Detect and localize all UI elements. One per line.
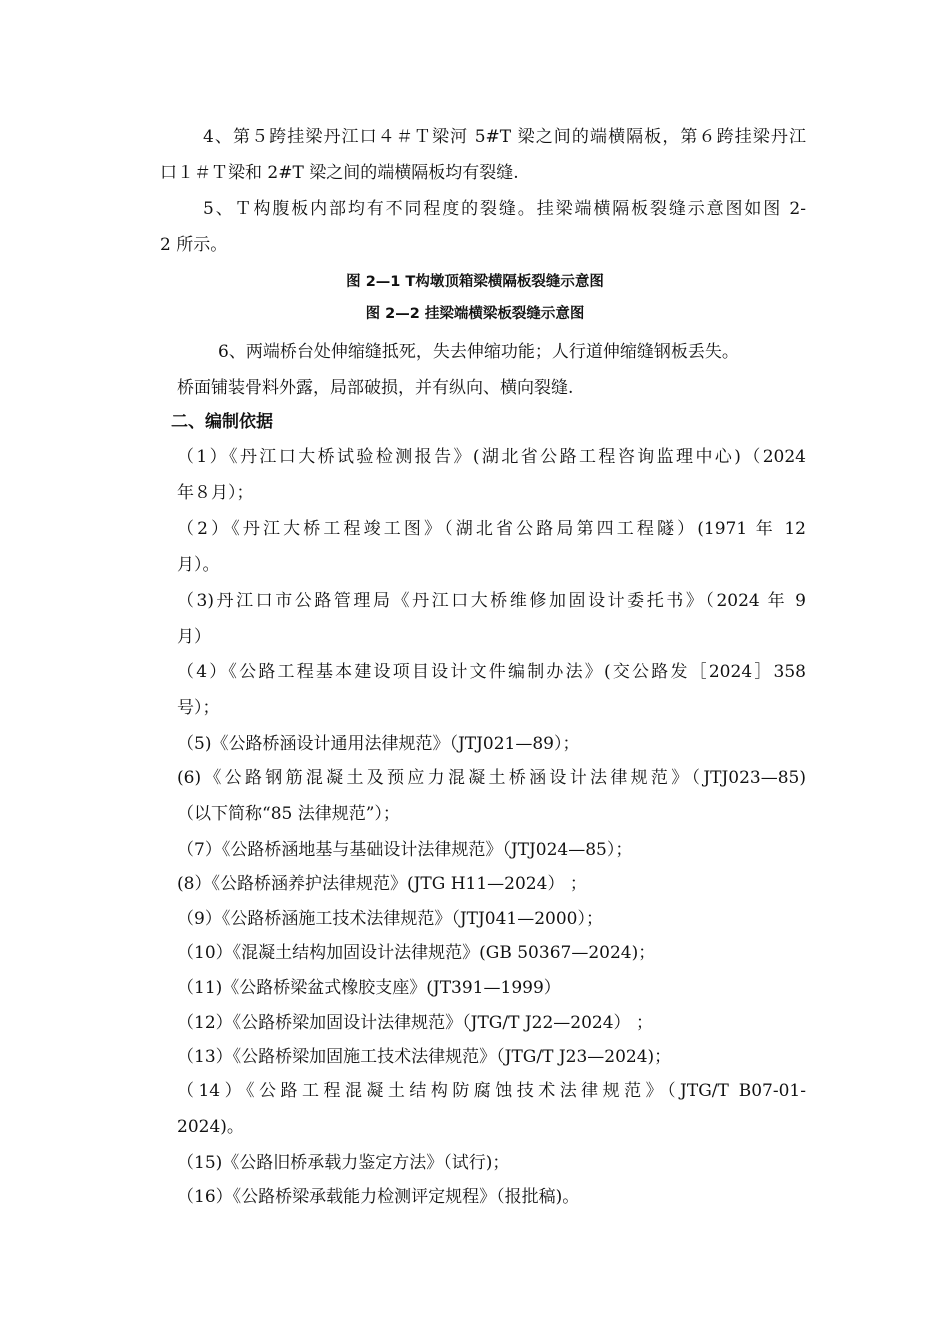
paragraph-5-line-2: 2 所示。 [160,235,228,255]
reference-2-line-1: （2）《丹江大桥工程竣工图》（湖北省公路局第四工程隧）(1971 年 12 [177,519,806,539]
reference-1-line-2: 年８月）； [177,483,254,503]
reference-1-line-1: （1）《丹江口大桥试验检测报告》(湖北省公路工程咨询监理中心)（2024 [177,447,806,467]
reference-11: （11)《公路桥梁盆式橡胶支座》(JT391—1999） [177,978,561,998]
reference-7: （7）《公路桥涵地基与基础设计法律规范》（JTJ024—85）； [177,840,633,860]
section-heading: 二、编制依据 [171,412,273,432]
reference-14-line-2: 2024)。 [177,1117,244,1137]
paragraph-4-line-1: 4、第５跨挂梁丹江口４＃Ｔ梁河 5#T 梁之间的端横隔板，第６跨挂梁丹江 [203,127,806,147]
paragraph-6-line-1: 6、两端桥台处伸缩缝抵死，失去伸缩功能；人行道伸缩缝钢板丢失。 [218,342,739,362]
reference-6-line-2: （以下简称“85 法律规范”）； [177,804,400,824]
reference-10: （10）《混凝土结构加固设计法律规范》(GB 50367—2024)； [177,943,656,963]
paragraph-4-line-2: 口１＃Ｔ梁和 2#T 梁之间的端横隔板均有裂缝. [160,163,519,183]
reference-15: （15)《公路旧桥承载力鉴定方法》（试行)； [177,1153,510,1173]
paragraph-6-line-2: 桥面铺装骨料外露，局部破损，并有纵向、横向裂缝. [177,378,574,398]
reference-14-line-1: （14）《公路工程混凝土结构防腐蚀技术法律规范》（JTG/T B07-01- [177,1081,806,1101]
reference-5: （5)《公路桥涵设计通用法律规范》（JTJ021—89）； [177,734,580,754]
paragraph-5-line-1: 5、Ｔ构腹板内部均有不同程度的裂缝。挂梁端横隔板裂缝示意图如图 2- [203,199,806,219]
reference-2-line-2: 月）。 [177,555,220,575]
reference-6-line-1: (6)《公路钢筋混凝土及预应力混凝土桥涵设计法律规范》（JTJ023—85) [177,768,806,788]
reference-16: （16）《公路桥梁承载能力检测评定规程》（报批稿)。 [177,1187,580,1207]
reference-13: （13）《公路桥梁加固施工技术法律规范》（JTG/T J23—2024)； [177,1047,672,1067]
reference-9: （9）《公路桥涵施工技术法律规范》（JTJ041—2000）； [177,909,603,929]
reference-3-line-1: （3)丹江口市公路管理局《丹江口大桥维修加固设计委托书》（2024 年 9 [177,591,806,611]
figure-2-2-caption: 图 2—2 挂梁端横梁板裂缝示意图 [365,306,585,322]
reference-12: （12）《公路桥梁加固设计法律规范》（JTG/T J22—2024） ； [177,1013,653,1033]
reference-4-line-2: 号）； [177,698,220,718]
figure-2-1-caption: 图 2—1 T构墩顶箱梁横隔板裂缝示意图 [346,274,604,290]
reference-4-line-1: （4）《公路工程基本建设项目设计文件编制办法》(交公路发［2024］358 [177,662,806,682]
reference-8: (8）《公路桥涵养护法律规范》(JTG H11—2024） ； [177,874,587,894]
reference-3-line-2: 月） [177,627,211,647]
